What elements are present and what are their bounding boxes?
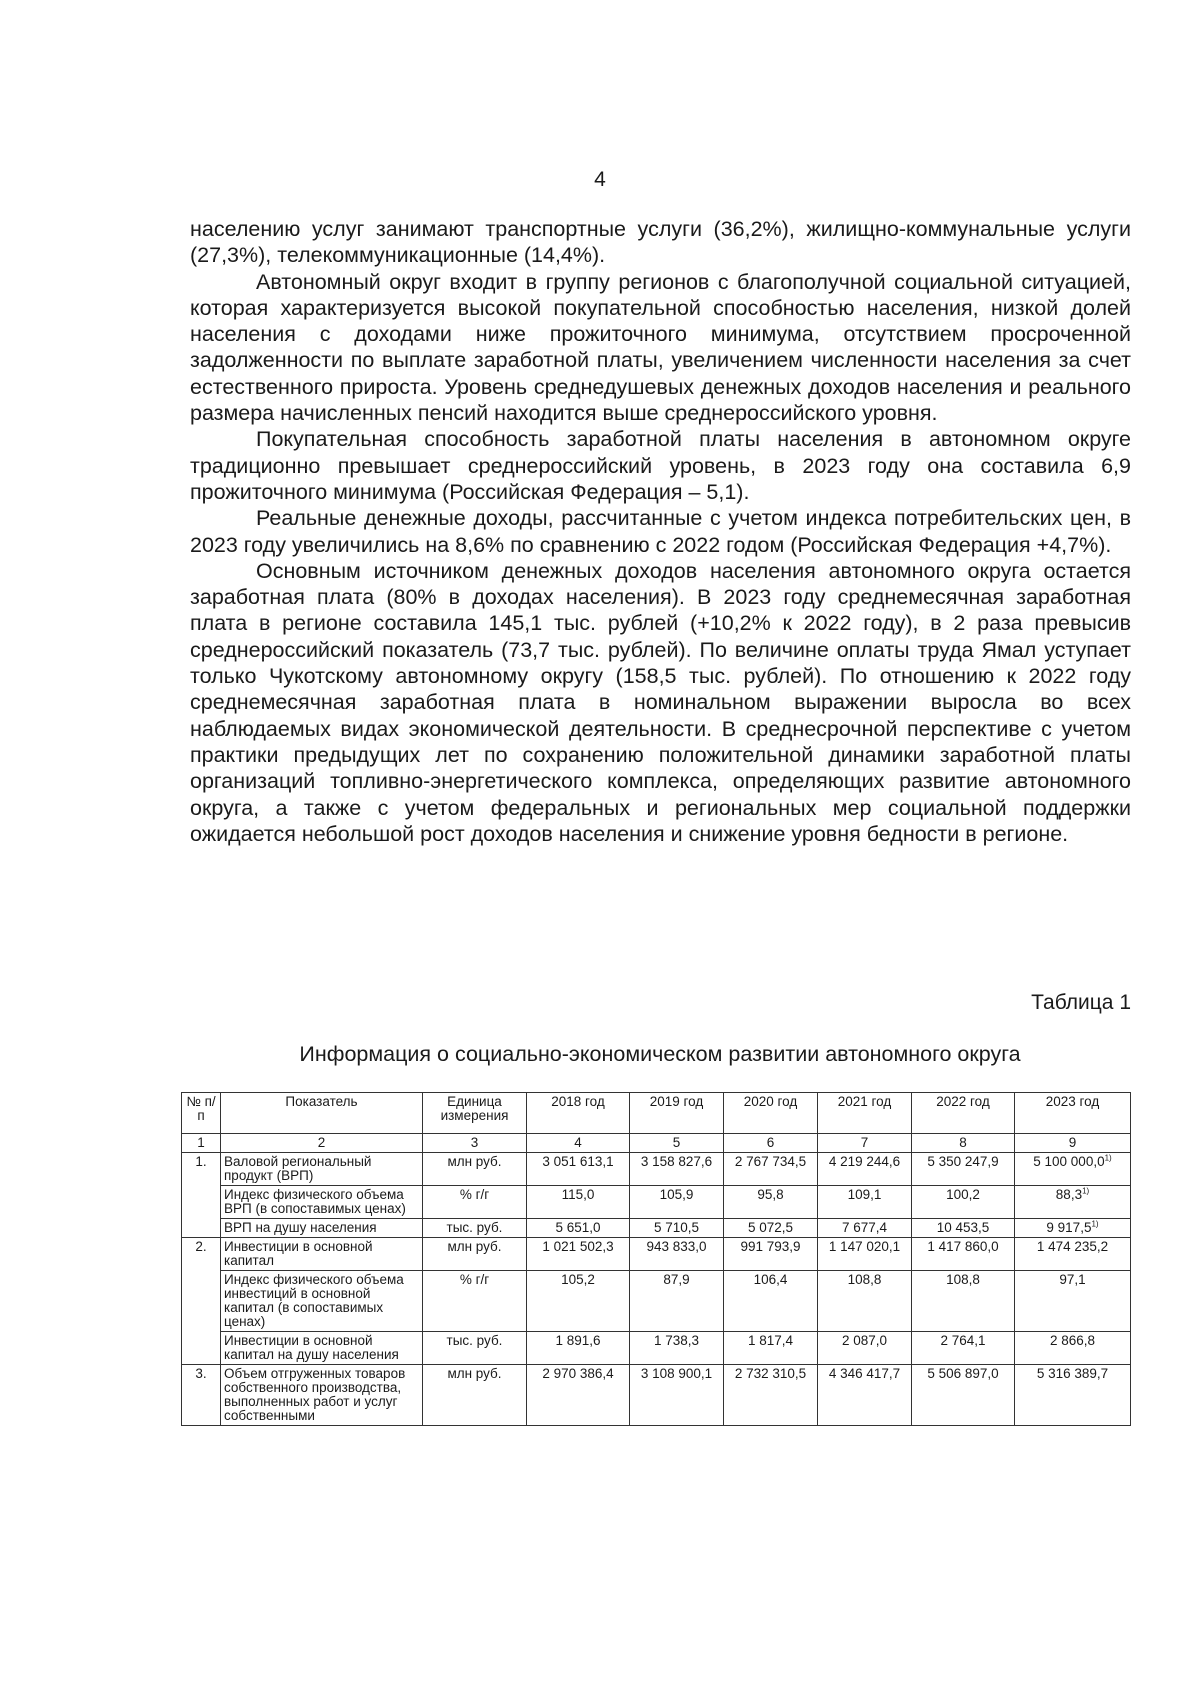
header-cell: 2021 год bbox=[818, 1093, 912, 1134]
table-row bbox=[182, 1271, 1131, 1332]
unit-cell: тыс. руб. bbox=[423, 1332, 527, 1365]
footnote-marker: 1) bbox=[1082, 1186, 1090, 1196]
indicator-cell: Индекс физического объема ВРП (в сопоставимых ценах) bbox=[221, 1186, 423, 1219]
table-row bbox=[182, 1332, 1131, 1365]
column-number-cell: 7 bbox=[818, 1134, 912, 1153]
table-row bbox=[182, 1238, 1131, 1271]
header-cell: 2022 год bbox=[912, 1093, 1015, 1134]
value-cell: 97,1 bbox=[1015, 1271, 1131, 1332]
column-number-cell: 9 bbox=[1015, 1134, 1131, 1153]
table-label: Таблица 1 bbox=[1031, 991, 1131, 1014]
paragraph: Автономный округ входит в группу регионов с благополучной социальной ситуацией, которая характеризуется высокой покупательной способностью населения, низкой долей населения с доходами ниже прожиточного минимума, отсутствием просроченной задолженности по выплате заработной платы, увеличением численности населения за счет естественного прироста. Уровень среднедушевых денежных доходов населения и реального размера начисленных пенсий находится выше среднероссийского уровня. bbox=[190, 269, 1131, 426]
footnote-marker: 1) bbox=[1104, 1153, 1112, 1163]
header-cell: № п/п bbox=[182, 1093, 221, 1134]
unit-cell: млн руб. bbox=[423, 1153, 527, 1186]
value-cell: 1 474 235,2 bbox=[1015, 1238, 1131, 1271]
column-number-cell: 1 bbox=[182, 1134, 221, 1153]
indicator-cell: Индекс физического объема инвестиций в основной капитал (в сопоставимых ценах) bbox=[221, 1271, 423, 1332]
value-cell: 2 087,0 bbox=[818, 1332, 912, 1365]
value-cell: 2 970 386,4 bbox=[527, 1365, 630, 1426]
column-number-row bbox=[182, 1134, 1131, 1153]
value-cell: 10 453,5 bbox=[912, 1219, 1015, 1238]
unit-cell: % г/г bbox=[423, 1186, 527, 1219]
header-cell: Показатель bbox=[221, 1093, 423, 1134]
unit-cell: млн руб. bbox=[423, 1238, 527, 1271]
value-cell: 109,1 bbox=[818, 1186, 912, 1219]
value-cell: 4 219 244,6 bbox=[818, 1153, 912, 1186]
value-cell: 115,0 bbox=[527, 1186, 630, 1219]
column-number-cell: 8 bbox=[912, 1134, 1015, 1153]
header-cell: 2019 год bbox=[630, 1093, 724, 1134]
table-row bbox=[182, 1365, 1131, 1426]
value-cell: 95,8 bbox=[724, 1186, 818, 1219]
indicator-cell: Инвестиции в основной капитал bbox=[221, 1238, 423, 1271]
column-number-cell: 3 bbox=[423, 1134, 527, 1153]
value-cell: 3 051 613,1 bbox=[527, 1153, 630, 1186]
header-cell: 2018 год bbox=[527, 1093, 630, 1134]
unit-cell: % г/г bbox=[423, 1271, 527, 1332]
body-text bbox=[190, 216, 1131, 847]
page-number: 4 bbox=[594, 168, 606, 191]
value-cell: 105,9 bbox=[630, 1186, 724, 1219]
header-cell: 2020 год bbox=[724, 1093, 818, 1134]
value-cell: 3 108 900,1 bbox=[630, 1365, 724, 1426]
value-cell: 2 767 734,5 bbox=[724, 1153, 818, 1186]
value-cell: 2 866,8 bbox=[1015, 1332, 1131, 1365]
value-cell: 108,8 bbox=[818, 1271, 912, 1332]
value-cell: 1 417 860,0 bbox=[912, 1238, 1015, 1271]
paragraph: Покупательная способность заработной платы населения в автономном округе традиционно превышает среднероссийский уровень, в 2023 году она составила 6,9 прожиточного минимума (Российская Федерация – 5,1). bbox=[190, 427, 1131, 504]
value-cell bbox=[1015, 1186, 1131, 1219]
value-cell: 5 651,0 bbox=[527, 1219, 630, 1238]
column-number-cell: 2 bbox=[221, 1134, 423, 1153]
table-header-row bbox=[182, 1093, 1131, 1134]
paragraph: Реальные денежные доходы, рассчитанные с учетом индекса потребительских цен, в 2023 году увеличились на 8,6% по сравнению с 2022 годом (Российская Федерация +4,7%). bbox=[190, 506, 1131, 557]
value-text: 5 100 000,0 bbox=[1033, 1154, 1105, 1169]
column-number-cell: 5 bbox=[630, 1134, 724, 1153]
value-cell: 5 350 247,9 bbox=[912, 1153, 1015, 1186]
header-cell: 2023 год bbox=[1015, 1093, 1131, 1134]
paragraph: населению услуг занимают транспортные услуги (36,2%), жилищно-коммунальные услуги (27,3%), телекоммуникационные (14,4%). bbox=[190, 217, 1131, 268]
column-number-cell: 6 bbox=[724, 1134, 818, 1153]
value-cell: 1 738,3 bbox=[630, 1332, 724, 1365]
value-cell: 7 677,4 bbox=[818, 1219, 912, 1238]
column-number-cell: 4 bbox=[527, 1134, 630, 1153]
row-number: 2. bbox=[182, 1238, 221, 1365]
value-cell: 5 072,5 bbox=[724, 1219, 818, 1238]
footnote-marker: 1) bbox=[1091, 1219, 1099, 1229]
value-cell: 2 764,1 bbox=[912, 1332, 1015, 1365]
indicator-cell: Объем отгруженных товаров собственного производства, выполненных работ и услуг собственными bbox=[221, 1365, 423, 1426]
indicator-cell: Инвестиции в основной капитал на душу населения bbox=[221, 1332, 423, 1365]
header-cell: Единица измерения bbox=[423, 1093, 527, 1134]
row-number: 1. bbox=[182, 1153, 221, 1238]
paragraph: Основным источником денежных доходов населения автономного округа остается заработная плата (80% в доходах населения). В 2023 году среднемесячная заработная плата в регионе составила 145,1 тыс. рублей (+10,2% к 2022 году), в 2 раза превысив среднероссийский показатель (73,7 тыс. рублей). По величине оплаты труда Ямал уступает только Чукотскому автономному округу (158,5 тыс. рублей). По отношению к 2022 году среднемесячная заработная плата в номинальном выражении выросла во всех наблюдаемых видах экономической деятельности. В среднесрочной перспективе с учетом практики предыдущих лет по сохранению положительной динамики заработной платы организаций топливно-энергетического комплекса, определяющих развитие автономного округа, а также с учетом федеральных и региональных мер социальной поддержки ожидается небольшой рост доходов населения и снижение уровня бедности в регионе. bbox=[190, 558, 1131, 846]
indicator-cell: Валовой региональный продукт (ВРП) bbox=[221, 1153, 423, 1186]
value-cell: 2 732 310,5 bbox=[724, 1365, 818, 1426]
value-cell: 105,2 bbox=[527, 1271, 630, 1332]
indicator-cell: ВРП на душу населения bbox=[221, 1219, 423, 1238]
unit-cell: млн руб. bbox=[423, 1365, 527, 1426]
value-cell: 106,4 bbox=[724, 1271, 818, 1332]
value-cell: 4 346 417,7 bbox=[818, 1365, 912, 1426]
value-cell: 1 021 502,3 bbox=[527, 1238, 630, 1271]
value-cell: 87,9 bbox=[630, 1271, 724, 1332]
table-title: Информация о социально-экономическом развитии автономного округа bbox=[299, 1042, 1021, 1066]
value-cell bbox=[1015, 1153, 1131, 1186]
value-cell bbox=[1015, 1219, 1131, 1238]
value-cell: 991 793,9 bbox=[724, 1238, 818, 1271]
value-cell: 1 147 020,1 bbox=[818, 1238, 912, 1271]
value-cell: 5 710,5 bbox=[630, 1219, 724, 1238]
unit-cell: тыс. руб. bbox=[423, 1219, 527, 1238]
value-cell: 5 316 389,7 bbox=[1015, 1365, 1131, 1426]
value-cell: 1 817,4 bbox=[724, 1332, 818, 1365]
table-row bbox=[182, 1153, 1131, 1186]
value-cell: 3 158 827,6 bbox=[630, 1153, 724, 1186]
row-number: 3. bbox=[182, 1365, 221, 1426]
value-cell: 5 506 897,0 bbox=[912, 1365, 1015, 1426]
value-text: 88,3 bbox=[1055, 1187, 1083, 1202]
table-row bbox=[182, 1186, 1131, 1219]
data-table bbox=[181, 1092, 1131, 1426]
value-cell: 100,2 bbox=[912, 1186, 1015, 1219]
value-cell: 108,8 bbox=[912, 1271, 1015, 1332]
table-row bbox=[182, 1219, 1131, 1238]
value-cell: 943 833,0 bbox=[630, 1238, 724, 1271]
value-text: 9 917,5 bbox=[1046, 1220, 1092, 1235]
value-cell: 1 891,6 bbox=[527, 1332, 630, 1365]
